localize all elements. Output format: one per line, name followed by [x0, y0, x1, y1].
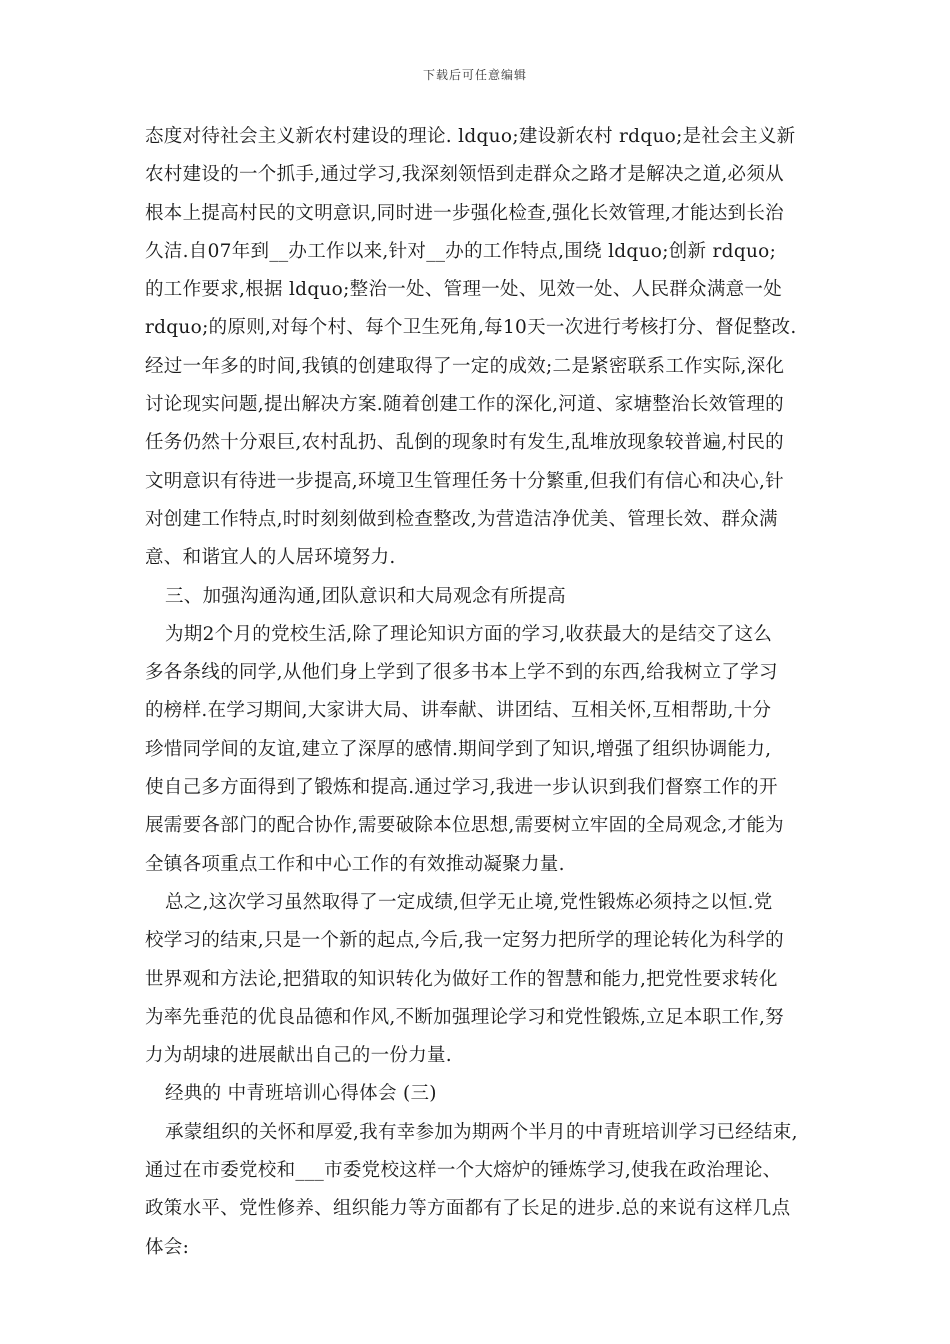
text-line: 经过一年多的时间,我镇的创建取得了一定的成效;二是紧密联系工作实际,深化 [145, 355, 785, 377]
text-line: 意、和谐宜人的人居环境努力. [145, 547, 396, 569]
text-line: 多各条线的同学,从他们身上学到了很多书本上学不到的东西,给我树立了学习 [145, 662, 778, 684]
text-line: 政策水平、党性修养、组织能力等方面都有了长足的进步.总的来说有这样几点 [145, 1198, 791, 1220]
text-line: 世界观和方法论,把猎取的知识转化为做好工作的智慧和能力,把党性要求转化 [145, 968, 778, 990]
page-header: 下载后可任意编辑 [422, 68, 527, 82]
text-line: 任务仍然十分艰巨,农村乱扔、乱倒的现象时有发生,乱堆放现象较普遍,村民的 [145, 432, 784, 454]
text-line: 全镇各项重点工作和中心工作的有效推动凝聚力量. [145, 853, 565, 875]
text-line: 体会: [145, 1236, 190, 1258]
document-body [145, 118, 813, 1267]
text-line: 久洁.自07年到__办工作以来,针对__办的工作特点,围绕 ldquo;创新 rdquo; [145, 240, 777, 262]
text-line: rdquo;的原则,对每个村、每个卫生死角,每10天一次进行考核打分、督促整改. [145, 317, 797, 339]
text-line: 为率先垂范的优良品德和作风,不断加强理论学习和党性锻炼,立足本职工作,努 [145, 1006, 784, 1028]
text-line: 通过在市委党校和___市委党校这样一个大熔炉的锤炼学习,使我在政治理论、 [145, 1160, 782, 1182]
text-line: 展需要各部门的配合协作,需要破除本位思想,需要树立牢固的全局观念,才能为 [145, 815, 784, 837]
text-line: 三、加强沟通沟通,团队意识和大局观念有所提高 [165, 585, 566, 607]
text-line: 对创建工作特点,时时刻刻做到检查整改,为营造洁净优美、管理长效、群众满 [145, 508, 778, 530]
text-line: 经典的 中青班培训心得体会 (三) [165, 1083, 437, 1105]
text-line: 承蒙组织的关怀和厚爱,我有幸参加为期两个半月的中青班培训学习已经结束, [165, 1121, 798, 1143]
text-line: 态度对待社会主义新农村建设的理论. ldquo;建设新农村 rdquo;是社会主义新 [145, 126, 796, 147]
text-line: 农村建设的一个抓手,通过学习,我深刻领悟到走群众之路才是解决之道,必须从 [145, 164, 784, 186]
text-line: 为期2个月的党校生活,除了理论知识方面的学习,收获最大的是结交了这么 [165, 623, 773, 645]
text-line: 文明意识有待进一步提高,环境卫生管理任务十分繁重,但我们有信心和决心,针 [145, 470, 784, 492]
text-line: 的榜样.在学习期间,大家讲大局、讲奉献、讲团结、互相关怀,互相帮助,十分 [145, 700, 772, 722]
text-line: 校学习的结束,只是一个新的起点,今后,我一定努力把所学的理论转化为科学的 [145, 930, 784, 952]
text-line: 的工作要求,根据 ldquo;整治一处、管理一处、见效一处、人民群众满意一处 [145, 279, 783, 301]
text-line: 珍惜同学间的友谊,建立了深厚的感情.期间学到了知识,增强了组织协调能力, [145, 738, 772, 760]
text-line: 力为胡埭的进展献出自己的一份力量. [145, 1045, 452, 1067]
text-line: 讨论现实问题,提出解决方案.随着创建工作的深化,河道、家塘整治长效管理的 [145, 394, 784, 416]
text-line: 使自己多方面得到了锻炼和提高.通过学习,我进一步认识到我们督察工作的开 [145, 777, 778, 799]
text-line: 根本上提高村民的文明意识,同时进一步强化检查,强化长效管理,才能达到长治 [145, 202, 784, 224]
text-line: 总之,这次学习虽然取得了一定成绩,但学无止境,党性锻炼必须持之以恒.党 [165, 891, 773, 913]
